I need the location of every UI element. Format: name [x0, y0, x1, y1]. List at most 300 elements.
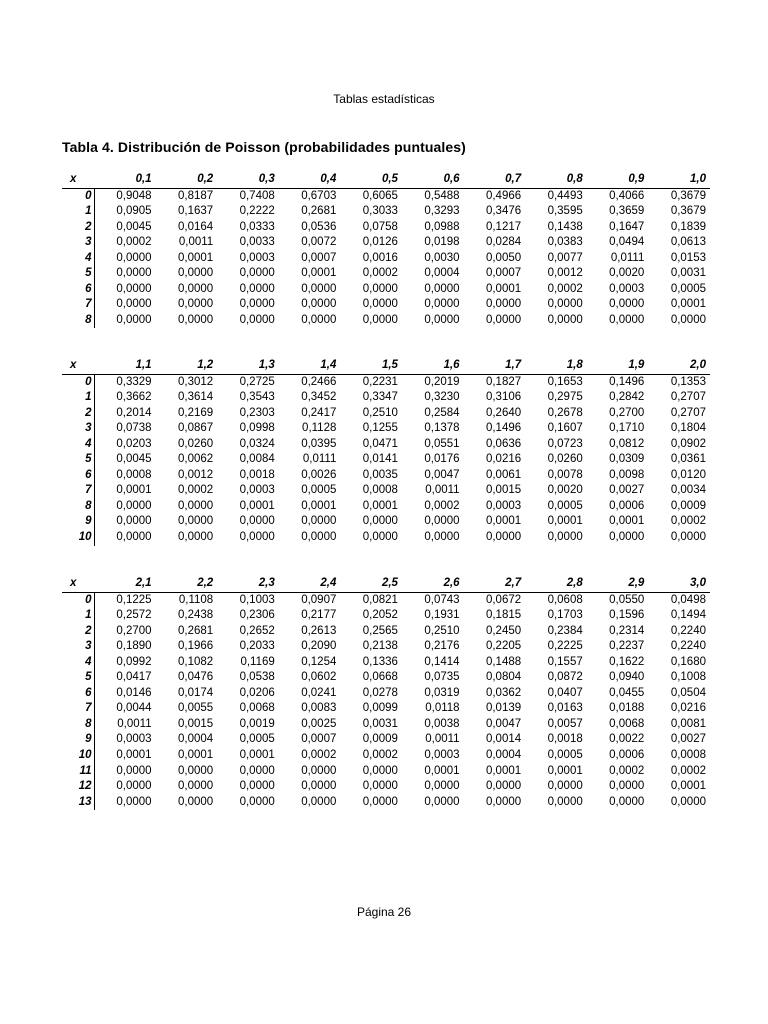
probability-cell: 0,0016: [362, 251, 398, 264]
lambda-header: 2,0: [648, 358, 710, 374]
probability-cell: 0,3679: [670, 205, 706, 218]
lambda-header: 2,5: [340, 576, 402, 592]
table-row: [62, 421, 710, 437]
probability-cell: 0,0014: [485, 733, 522, 746]
probability-cell: 0,0872: [547, 671, 583, 684]
probability-cell: 0,1082: [178, 655, 214, 668]
probability-cell: 0,3329: [116, 375, 152, 388]
probability-cell: 0,0000: [116, 764, 152, 777]
table-row: [62, 468, 710, 484]
probability-cell: 0,4493: [547, 189, 583, 202]
probability-cell: 0,2510: [362, 406, 398, 419]
probability-cell: 0,0000: [178, 764, 214, 777]
probability-cell: 0,0120: [670, 468, 706, 481]
x-value: 4: [62, 655, 94, 671]
probability-cell: 0,0174: [178, 686, 214, 699]
probability-cell: 0,0000: [485, 298, 522, 311]
lambda-header: 2,4: [279, 576, 341, 592]
probability-cell: 0,1890: [116, 640, 152, 653]
probability-cell: 0,0636: [485, 437, 522, 450]
table-row: [62, 592, 710, 608]
probability-cell: 0,0000: [116, 795, 152, 808]
probability-cell: 0,1827: [485, 375, 522, 388]
probability-cell: 0,0216: [670, 702, 706, 715]
table-row: [62, 406, 710, 422]
probability-cell: 0,0000: [609, 298, 645, 311]
probability-cell: 0,0031: [362, 717, 398, 730]
probability-cell: 0,2584: [424, 406, 460, 419]
probability-cell: 0,0000: [485, 780, 522, 793]
probability-cell: 0,2176: [424, 640, 460, 653]
running-header: Tablas estadísticas: [333, 92, 435, 106]
probability-cell: 0,0011: [117, 717, 152, 730]
probability-cell: 0,2014: [116, 406, 152, 419]
lambda-header: 1,8: [525, 358, 587, 374]
table-row: [62, 795, 710, 811]
probability-cell: 0,0006: [609, 749, 645, 762]
probability-cell: 0,0000: [301, 298, 337, 311]
probability-cell: 0,1255: [362, 422, 398, 435]
probability-cell: 0,1378: [424, 422, 460, 435]
probability-cell: 0,0001: [239, 749, 275, 762]
probability-cell: 0,0009: [670, 499, 706, 512]
table-row: [62, 499, 710, 515]
lambda-header: 3,0: [648, 576, 710, 592]
x-value: 3: [62, 639, 94, 655]
probability-cell: 0,0362: [485, 686, 522, 699]
probability-cell: 0,0672: [485, 593, 522, 606]
probability-cell: 0,0000: [485, 795, 522, 808]
probability-cell: 0,0000: [609, 313, 645, 326]
probability-cell: 0,2652: [239, 624, 275, 637]
lambda-header: 1,6: [402, 358, 464, 374]
probability-cell: 0,2613: [301, 624, 337, 637]
probability-cell: 0,0198: [424, 236, 460, 249]
probability-cell: 0,0015: [485, 484, 522, 497]
probability-cell: 0,0000: [362, 313, 398, 326]
probability-cell: 0,0000: [116, 251, 152, 264]
probability-cell: 0,0001: [116, 484, 152, 497]
probability-cell: 0,0001: [547, 515, 583, 528]
probability-cell: 0,0072: [301, 236, 337, 249]
probability-cell: 0,0027: [609, 484, 645, 497]
probability-cell: 0,0081: [670, 717, 706, 730]
probability-cell: 0,0333: [239, 220, 275, 233]
probability-cell: 0,0867: [178, 422, 214, 435]
lambda-header: 0,2: [156, 172, 218, 188]
probability-cell: 0,2237: [609, 640, 645, 653]
x-value: 2: [62, 220, 94, 236]
probability-cell: 0,0002: [362, 749, 398, 762]
x-value: 9: [62, 514, 94, 530]
table-row: [62, 188, 710, 204]
lambda-header-row: [62, 358, 710, 374]
probability-cell: 0,0068: [239, 702, 275, 715]
probability-cell: 0,0241: [301, 686, 337, 699]
x-value: 0: [62, 188, 94, 204]
probability-cell: 0,0015: [178, 717, 214, 730]
x-value: 12: [62, 779, 94, 795]
probability-cell: 0,0000: [301, 531, 337, 544]
table-row: [62, 251, 710, 267]
table-row: [62, 717, 710, 733]
probability-cell: 0,0000: [609, 531, 645, 544]
probability-cell: 0,2510: [424, 624, 460, 637]
probability-cell: 0,0045: [116, 453, 152, 466]
lambda-header-row: [62, 172, 710, 188]
probability-cell: 0,1494: [670, 609, 706, 622]
probability-cell: 0,0000: [362, 795, 398, 808]
probability-cell: 0,1557: [547, 655, 583, 668]
probability-cell: 0,2640: [485, 406, 522, 419]
probability-cell: 0,0083: [301, 702, 337, 715]
probability-cell: 0,2681: [301, 205, 337, 218]
probability-cell: 0,0758: [362, 220, 398, 233]
probability-cell: 0,0001: [609, 515, 645, 528]
probability-cell: 0,3293: [424, 205, 460, 218]
probability-cell: 0,0000: [116, 780, 152, 793]
probability-cell: 0,8187: [178, 189, 214, 202]
table-row: [62, 235, 710, 251]
probability-cell: 0,0319: [424, 686, 460, 699]
x-value: 2: [62, 406, 94, 422]
probability-cell: 0,1931: [424, 609, 460, 622]
page-number: Página 26: [356, 905, 412, 919]
probability-cell: 0,0002: [609, 764, 645, 777]
table-row: [62, 748, 710, 764]
probability-cell: 0,0000: [116, 499, 152, 512]
probability-cell: 0,3106: [485, 391, 522, 404]
probability-cell: 0,2384: [547, 624, 583, 637]
probability-cell: 0,2090: [301, 640, 337, 653]
table-row: [62, 530, 710, 546]
lambda-header: 2,2: [156, 576, 218, 592]
table-row: [62, 390, 710, 406]
probability-cell: 0,0494: [609, 236, 645, 249]
probability-cell: 0,5488: [424, 189, 460, 202]
probability-cell: 0,0550: [609, 593, 645, 606]
probability-cell: 0,0000: [362, 282, 398, 295]
x-value: 1: [62, 608, 94, 624]
probability-cell: 0,1414: [424, 655, 460, 668]
probability-cell: 0,0000: [547, 298, 583, 311]
probability-cell: 0,0000: [178, 531, 214, 544]
probability-cell: 0,0000: [301, 282, 337, 295]
probability-cell: 0,0031: [670, 267, 706, 280]
probability-cell: 0,0000: [609, 780, 645, 793]
probability-cell: 0,2700: [609, 406, 645, 419]
probability-cell: 0,0022: [609, 733, 645, 746]
probability-cell: 0,0000: [485, 313, 522, 326]
probability-cell: 0,0011: [178, 236, 214, 249]
probability-cell: 0,0471: [362, 437, 398, 450]
probability-cell: 0,0000: [178, 795, 214, 808]
probability-cell: 0,2306: [239, 609, 275, 622]
poisson-table-1: [62, 172, 710, 328]
probability-cell: 0,0324: [239, 437, 275, 450]
probability-cell: 0,2842: [609, 391, 645, 404]
probability-cell: 0,0476: [178, 671, 214, 684]
probability-cell: 0,0992: [116, 655, 152, 668]
table-row: [62, 266, 710, 282]
probability-cell: 0,0536: [301, 220, 337, 233]
probability-cell: 0,0284: [485, 236, 522, 249]
table-row: [62, 220, 710, 236]
probability-cell: 0,0000: [239, 298, 275, 311]
probability-cell: 0,0260: [178, 437, 214, 450]
probability-cell: 0,2169: [178, 406, 214, 419]
probability-cell: 0,0000: [116, 267, 152, 280]
probability-cell: 0,2450: [485, 624, 522, 637]
probability-cell: 0,0000: [116, 282, 152, 295]
probability-cell: 0,0001: [424, 764, 460, 777]
x-value: 11: [62, 764, 94, 780]
probability-cell: 0,1353: [670, 375, 706, 388]
probability-cell: 0,0001: [670, 780, 706, 793]
probability-cell: 0,0000: [424, 780, 460, 793]
probability-cell: 0,2565: [362, 624, 398, 637]
probability-cell: 0,2466: [301, 375, 337, 388]
probability-cell: 0,0613: [670, 236, 706, 249]
probability-cell: 0,0061: [485, 468, 522, 481]
probability-cell: 0,3659: [609, 205, 645, 218]
x-value: 7: [62, 297, 94, 313]
probability-cell: 0,1438: [547, 220, 583, 233]
table-row: [62, 764, 710, 780]
probability-cell: 0,0176: [424, 453, 460, 466]
x-value: 10: [62, 530, 94, 546]
x-value: 2: [62, 624, 94, 640]
x-value: 0: [62, 592, 94, 608]
probability-cell: 0,2138: [362, 640, 398, 653]
x-value: 6: [62, 282, 94, 298]
lambda-header: 1,2: [156, 358, 218, 374]
probability-cell: 0,0002: [362, 267, 398, 280]
probability-cell: 0,0000: [178, 313, 214, 326]
probability-cell: 0,3476: [485, 205, 522, 218]
probability-cell: 0,0000: [424, 795, 460, 808]
probability-cell: 0,0000: [547, 795, 583, 808]
probability-cell: 0,0000: [301, 795, 337, 808]
lambda-header: 1,1: [94, 358, 156, 374]
table-row: [62, 608, 710, 624]
probability-cell: 0,1647: [609, 220, 645, 233]
probability-cell: 0,0000: [239, 267, 275, 280]
lambda-header: 2,3: [217, 576, 279, 592]
probability-cell: 0,0504: [670, 686, 706, 699]
probability-cell: 0,0084: [239, 453, 275, 466]
probability-cell: 0,0003: [424, 749, 460, 762]
probability-cell: 0,0077: [547, 251, 583, 264]
probability-cell: 0,1108: [178, 593, 214, 606]
probability-cell: 0,0738: [116, 422, 152, 435]
probability-cell: 0,0002: [301, 749, 337, 762]
probability-cell: 0,2019: [424, 375, 460, 388]
probability-cell: 0,0045: [116, 220, 152, 233]
probability-cell: 0,0018: [239, 468, 275, 481]
probability-cell: 0,0139: [485, 702, 522, 715]
poisson-table-3: [62, 576, 710, 810]
x-value: 8: [62, 717, 94, 733]
probability-cell: 0,0003: [239, 484, 275, 497]
probability-cell: 0,0078: [547, 468, 583, 481]
lambda-header: 0,3: [217, 172, 279, 188]
probability-cell: 0,0000: [178, 499, 214, 512]
probability-cell: 0,0003: [609, 282, 645, 295]
probability-cell: 0,0062: [178, 453, 214, 466]
probability-cell: 0,2231: [362, 375, 398, 388]
lambda-header: 2,9: [587, 576, 649, 592]
probability-cell: 0,1839: [670, 220, 706, 233]
probability-cell: 0,0007: [301, 733, 337, 746]
probability-cell: 0,0007: [301, 251, 337, 264]
probability-cell: 0,0002: [670, 764, 706, 777]
probability-cell: 0,0743: [424, 593, 460, 606]
probability-cell: 0,1710: [609, 422, 645, 435]
probability-cell: 0,1496: [485, 422, 522, 435]
lambda-header: 1,4: [279, 358, 341, 374]
probability-cell: 0,0000: [301, 313, 337, 326]
probability-cell: 0,0000: [116, 531, 152, 544]
probability-cell: 0,0000: [178, 282, 214, 295]
probability-cell: 0,0188: [609, 702, 645, 715]
probability-cell: 0,0001: [301, 499, 337, 512]
probability-cell: 0,0723: [547, 437, 583, 450]
lambda-header-row: [62, 576, 710, 592]
x-value: 4: [62, 251, 94, 267]
table-row: [62, 483, 710, 499]
probability-cell: 0,0047: [424, 468, 460, 481]
probability-cell: 0,2572: [116, 609, 152, 622]
probability-cell: 0,4066: [609, 189, 645, 202]
probability-cell: 0,1607: [547, 422, 583, 435]
probability-cell: 0,2438: [178, 609, 214, 622]
probability-cell: 0,0000: [670, 795, 706, 808]
lambda-header: 0,4: [279, 172, 341, 188]
probability-cell: 0,0020: [609, 267, 645, 280]
probability-cell: 0,0988: [424, 220, 460, 233]
probability-cell: 0,0000: [362, 298, 398, 311]
x-value: 6: [62, 686, 94, 702]
probability-cell: 0,2222: [239, 205, 275, 218]
probability-cell: 0,0118: [425, 702, 460, 715]
probability-cell: 0,0003: [116, 733, 152, 746]
probability-cell: 0,0000: [485, 531, 522, 544]
probability-cell: 0,0047: [485, 717, 522, 730]
probability-cell: 0,2700: [116, 624, 152, 637]
lambda-header: 0,8: [525, 172, 587, 188]
x-value: 5: [62, 452, 94, 468]
probability-cell: 0,0804: [485, 671, 522, 684]
probability-cell: 0,1488: [485, 655, 522, 668]
probability-cell: 0,2678: [547, 406, 583, 419]
lambda-header: 0,1: [94, 172, 156, 188]
probability-cell: 0,0000: [301, 515, 337, 528]
probability-cell: 0,0998: [239, 422, 275, 435]
probability-cell: 0,0000: [547, 531, 583, 544]
probability-cell: 0,0455: [609, 686, 645, 699]
probability-cell: 0,0206: [239, 686, 275, 699]
probability-cell: 0,2240: [670, 624, 706, 637]
probability-cell: 0,0020: [547, 484, 583, 497]
probability-cell: 0,1217: [485, 220, 522, 233]
x-value: 13: [62, 795, 94, 811]
probability-cell: 0,0002: [424, 499, 460, 512]
probability-cell: 0,1169: [240, 655, 275, 668]
probability-cell: 0,0018: [547, 733, 583, 746]
probability-cell: 0,1008: [670, 671, 706, 684]
probability-cell: 0,7408: [239, 189, 275, 202]
x-value: 7: [62, 483, 94, 499]
probability-cell: 0,0608: [547, 593, 583, 606]
x-column-header: x: [62, 576, 94, 592]
probability-cell: 0,0141: [362, 453, 398, 466]
probability-cell: 0,0001: [485, 764, 522, 777]
probability-cell: 0,2303: [239, 406, 275, 419]
probability-cell: 0,0044: [116, 702, 152, 715]
x-value: 5: [62, 670, 94, 686]
table-row: [62, 313, 710, 329]
probability-cell: 0,0005: [547, 749, 583, 762]
probability-cell: 0,2225: [547, 640, 583, 653]
probability-cell: 0,0001: [178, 749, 214, 762]
x-column-header: x: [62, 172, 94, 188]
probability-cell: 0,0099: [362, 702, 398, 715]
probability-cell: 0,0602: [301, 671, 337, 684]
x-value: 3: [62, 235, 94, 251]
probability-cell: 0,0000: [116, 298, 152, 311]
probability-cell: 0,1680: [670, 655, 706, 668]
probability-cell: 0,0055: [178, 702, 214, 715]
probability-cell: 0,0407: [547, 686, 583, 699]
x-value: 1: [62, 204, 94, 220]
probability-cell: 0,1128: [302, 422, 337, 435]
probability-cell: 0,0153: [670, 251, 706, 264]
probability-cell: 0,0001: [178, 251, 214, 264]
probability-cell: 0,0001: [485, 515, 522, 528]
table-title: Tabla 4. Distribución de Poisson (probabilidades puntuales): [62, 139, 466, 155]
probability-cell: 0,0011: [425, 733, 460, 746]
probability-cell: 0,3012: [178, 375, 214, 388]
table-row: [62, 374, 710, 390]
probability-cell: 0,0940: [609, 671, 645, 684]
lambda-header: 2,1: [94, 576, 156, 592]
probability-cell: 0,0735: [424, 671, 460, 684]
lambda-header: 1,7: [464, 358, 526, 374]
probability-cell: 0,0008: [362, 484, 398, 497]
probability-cell: 0,0000: [239, 515, 275, 528]
table-row: [62, 437, 710, 453]
probability-cell: 0,0000: [547, 313, 583, 326]
probability-cell: 0,0417: [116, 671, 152, 684]
x-value: 8: [62, 499, 94, 515]
probability-cell: 0,0000: [239, 531, 275, 544]
probability-cell: 0,0000: [239, 282, 275, 295]
probability-cell: 0,0000: [362, 780, 398, 793]
probability-cell: 0,0012: [178, 468, 214, 481]
probability-cell: 0,0002: [670, 515, 706, 528]
x-value: 1: [62, 390, 94, 406]
probability-cell: 0,0057: [547, 717, 583, 730]
probability-cell: 0,0216: [485, 453, 522, 466]
probability-cell: 0,1254: [301, 655, 337, 668]
probability-cell: 0,0905: [116, 205, 152, 218]
lambda-header: 0,6: [402, 172, 464, 188]
lambda-header: 2,8: [525, 576, 587, 592]
probability-cell: 0,0050: [485, 251, 522, 264]
probability-cell: 0,0000: [116, 515, 152, 528]
probability-cell: 0,6065: [362, 189, 398, 202]
